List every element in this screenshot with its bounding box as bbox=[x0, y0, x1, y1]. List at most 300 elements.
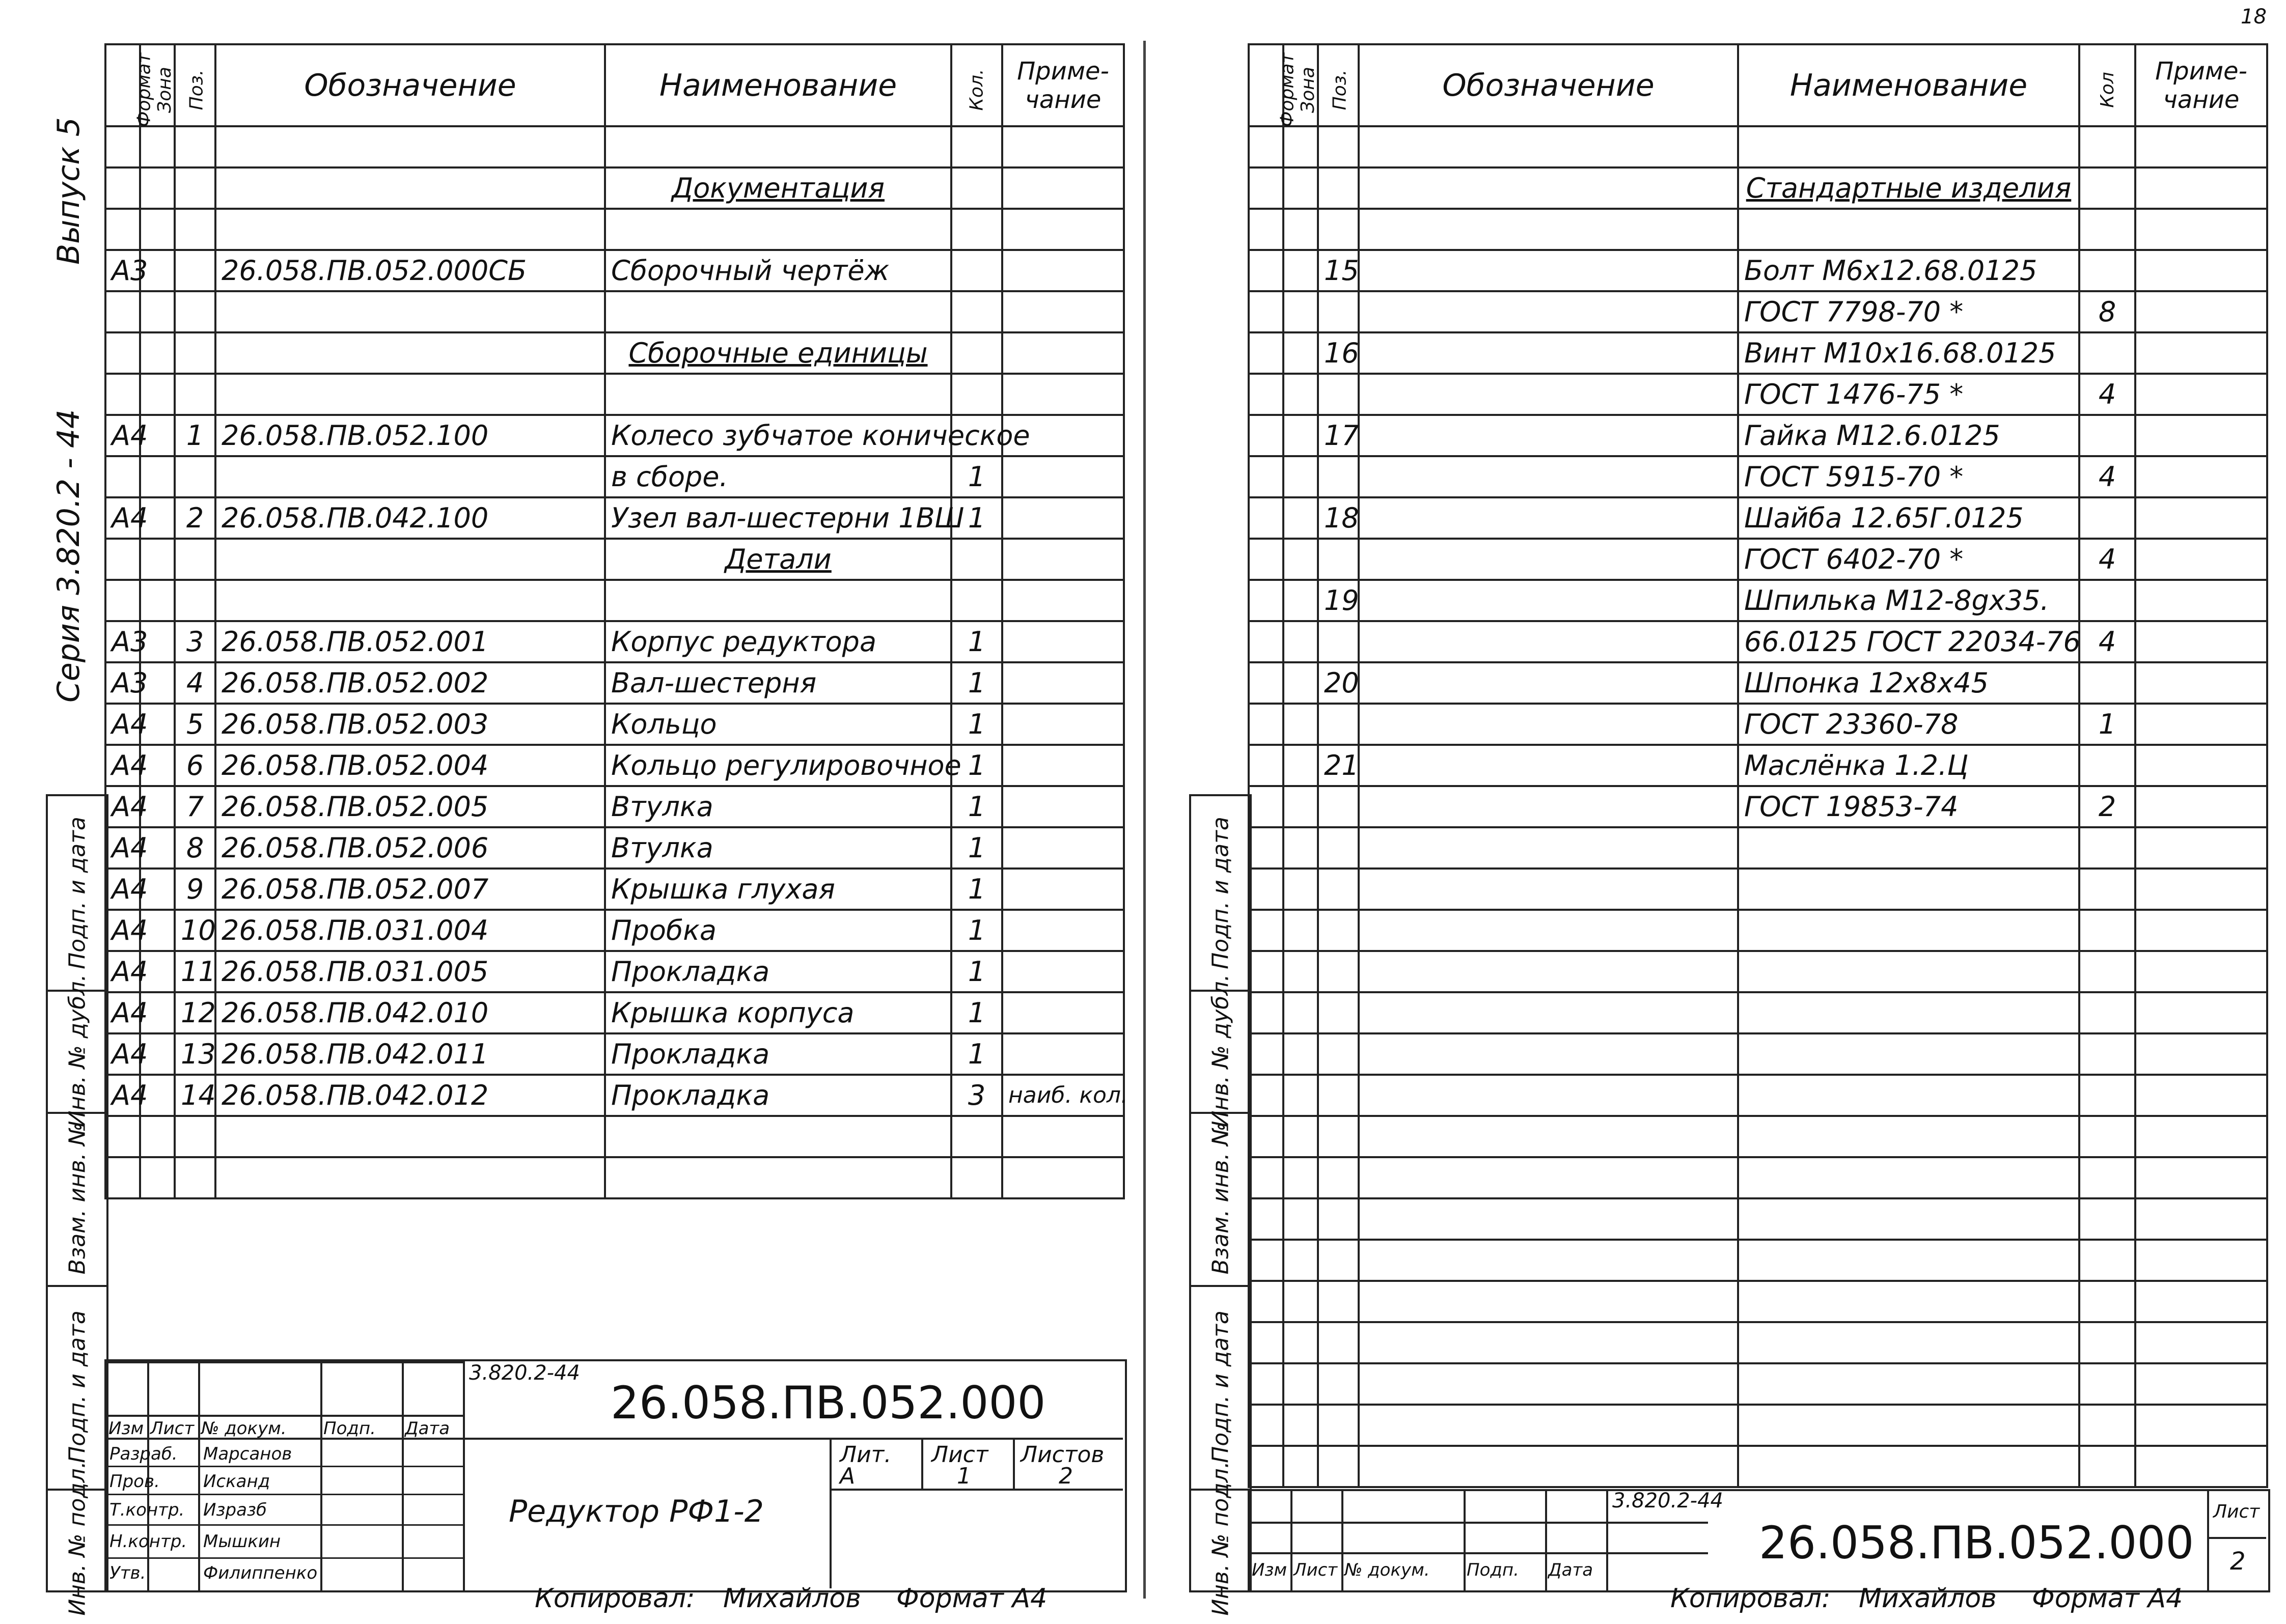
cell-format bbox=[1249, 1322, 1283, 1363]
cell-format bbox=[1249, 250, 1283, 291]
cell-format bbox=[1249, 827, 1283, 869]
tb-name-4: Филиппенко bbox=[203, 1563, 318, 1583]
table-row bbox=[1249, 951, 2267, 992]
cell-format bbox=[1249, 415, 1283, 456]
cell-format bbox=[1249, 745, 1283, 786]
cell-format bbox=[1249, 869, 1283, 910]
cell-name bbox=[605, 209, 951, 250]
col-zone-r: Зона bbox=[1283, 44, 1318, 126]
strip-replace-inv: Взам. инв. № bbox=[48, 1112, 106, 1287]
cell-format bbox=[1249, 704, 1283, 745]
tb-col-date: Дата bbox=[405, 1418, 450, 1439]
table-row bbox=[1249, 662, 2267, 704]
cell-note bbox=[1002, 827, 1124, 869]
cell-qty: 1 bbox=[951, 745, 1002, 786]
cell-designation bbox=[1359, 1033, 1738, 1075]
cell-format bbox=[1249, 1075, 1283, 1116]
cell-pos bbox=[175, 167, 215, 209]
cell-zone bbox=[1283, 1075, 1318, 1116]
cell-format bbox=[1249, 374, 1283, 415]
table-row bbox=[1249, 1240, 2267, 1281]
table-row bbox=[1249, 1405, 2267, 1446]
cell-note bbox=[2135, 1405, 2267, 1446]
table-row bbox=[1249, 539, 2267, 580]
cell-designation bbox=[1359, 497, 1738, 539]
cell-pos bbox=[1318, 1240, 1359, 1281]
cell-note bbox=[1002, 910, 1124, 951]
cell-note bbox=[2135, 126, 2267, 167]
tb-title: Редуктор РФ1-2 bbox=[509, 1494, 764, 1529]
col-pos-r: Поз. bbox=[1318, 44, 1359, 126]
cell-note: наиб. кол. bbox=[1002, 1075, 1124, 1116]
tbr-col-list: Лист bbox=[1293, 1560, 1338, 1580]
footer-copied-label-r: Копировал: bbox=[1670, 1583, 1831, 1614]
tb-lit-value: А bbox=[840, 1463, 856, 1489]
cell-format bbox=[1249, 456, 1283, 497]
cell-pos bbox=[175, 1157, 215, 1198]
cell-zone bbox=[1283, 621, 1318, 662]
tbr-col-doc: № докум. bbox=[1344, 1560, 1430, 1580]
cell-designation bbox=[1359, 621, 1738, 662]
cell-qty bbox=[951, 126, 1002, 167]
cell-zone bbox=[140, 456, 175, 497]
cell-qty bbox=[2079, 1198, 2135, 1240]
cell-qty: 1 bbox=[951, 1033, 1002, 1075]
table-row bbox=[1249, 704, 2267, 745]
cell-zone bbox=[1283, 1157, 1318, 1198]
cell-zone bbox=[1283, 497, 1318, 539]
cell-name: Болт М6х12.68.0125 bbox=[1738, 250, 2079, 291]
cell-designation: 26.058.ПВ.052.002 bbox=[215, 662, 605, 704]
cell-format bbox=[1249, 1281, 1283, 1322]
cell-designation bbox=[1359, 704, 1738, 745]
title-block-left bbox=[104, 1359, 1127, 1592]
table-row bbox=[105, 951, 1124, 992]
cell-designation bbox=[215, 126, 605, 167]
footer-format: Формат А4 bbox=[896, 1583, 1048, 1614]
cell-note bbox=[2135, 621, 2267, 662]
table-row bbox=[105, 374, 1124, 415]
tbr-col-sign: Подп. bbox=[1467, 1560, 1519, 1580]
cell-zone bbox=[1283, 662, 1318, 704]
cell-format bbox=[1249, 332, 1283, 374]
cell-note bbox=[1002, 497, 1124, 539]
cell-qty: 1 bbox=[2079, 704, 2135, 745]
tb-sheets-value: 2 bbox=[1059, 1463, 1073, 1489]
table-row bbox=[105, 910, 1124, 951]
cell-qty: 4 bbox=[2079, 621, 2135, 662]
cell-qty: 1 bbox=[951, 497, 1002, 539]
cell-pos bbox=[1318, 1446, 1359, 1487]
cell-name: Кольцо bbox=[605, 704, 951, 745]
table-row bbox=[1249, 1322, 2267, 1363]
cell-zone bbox=[1283, 1322, 1318, 1363]
cell-note bbox=[1002, 745, 1124, 786]
cell-qty bbox=[2079, 580, 2135, 621]
cell-note bbox=[2135, 291, 2267, 332]
cell-designation bbox=[1359, 992, 1738, 1033]
cell-designation: 26.058.ПВ.042.011 bbox=[215, 1033, 605, 1075]
cell-qty: 1 bbox=[951, 456, 1002, 497]
table-row bbox=[105, 580, 1124, 621]
cell-designation bbox=[1359, 745, 1738, 786]
cell-qty: 1 bbox=[951, 992, 1002, 1033]
cell-pos bbox=[1318, 1322, 1359, 1363]
cell-note bbox=[2135, 1322, 2267, 1363]
cell-pos bbox=[175, 1116, 215, 1157]
right-sheet bbox=[1146, 0, 2286, 1624]
cell-qty bbox=[2079, 1157, 2135, 1198]
cell-note bbox=[2135, 332, 2267, 374]
cell-pos bbox=[175, 209, 215, 250]
cell-designation: 26.058.ПВ.052.000СБ bbox=[215, 250, 605, 291]
cell-zone bbox=[140, 291, 175, 332]
cell-name bbox=[1738, 1116, 2079, 1157]
col-name-r: Наименование bbox=[1738, 44, 2079, 126]
cell-qty bbox=[2079, 951, 2135, 992]
cell-designation bbox=[1359, 786, 1738, 827]
cell-qty: 4 bbox=[2079, 456, 2135, 497]
cell-format: А4 bbox=[105, 1033, 140, 1075]
cell-note bbox=[1002, 951, 1124, 992]
col-qty: Кол. bbox=[951, 44, 1002, 126]
cell-note bbox=[2135, 497, 2267, 539]
cell-note bbox=[2135, 662, 2267, 704]
cell-name bbox=[1738, 910, 2079, 951]
cell-qty bbox=[951, 291, 1002, 332]
cell-name bbox=[1738, 1446, 2079, 1487]
cell-pos bbox=[1318, 992, 1359, 1033]
cell-pos bbox=[1318, 1363, 1359, 1405]
cell-name bbox=[1738, 1240, 2079, 1281]
cell-zone bbox=[140, 1116, 175, 1157]
cell-format bbox=[1249, 1157, 1283, 1198]
cell-pos bbox=[1318, 910, 1359, 951]
cell-pos: 14 bbox=[175, 1075, 215, 1116]
cell-name: Пробка bbox=[605, 910, 951, 951]
cell-name: Гайка М12.6.0125 bbox=[1738, 415, 2079, 456]
cell-pos: 8 bbox=[175, 827, 215, 869]
cell-zone bbox=[1283, 951, 1318, 992]
cell-pos: 2 bbox=[175, 497, 215, 539]
cell-designation bbox=[215, 1116, 605, 1157]
cell-qty: 1 bbox=[951, 786, 1002, 827]
table-row bbox=[1249, 1075, 2267, 1116]
col-format-r: Формат bbox=[1249, 44, 1283, 126]
cell-pos: 10 bbox=[175, 910, 215, 951]
cell-pos bbox=[1318, 1405, 1359, 1446]
cell-name bbox=[605, 291, 951, 332]
tb-series-ref: 3.820.2-44 bbox=[469, 1361, 581, 1385]
cell-designation bbox=[215, 456, 605, 497]
cell-name: Документация bbox=[605, 167, 951, 209]
cell-designation bbox=[215, 580, 605, 621]
left-sheet bbox=[0, 0, 1141, 1624]
cell-zone bbox=[1283, 1405, 1318, 1446]
cell-qty bbox=[2079, 662, 2135, 704]
cell-qty bbox=[2079, 1363, 2135, 1405]
cell-designation bbox=[215, 1157, 605, 1198]
table-row bbox=[1249, 745, 2267, 786]
cell-designation bbox=[1359, 827, 1738, 869]
table-row bbox=[1249, 126, 2267, 167]
cell-name: Корпус редуктора bbox=[605, 621, 951, 662]
cell-qty: 4 bbox=[2079, 374, 2135, 415]
tb-role-4: Утв. bbox=[109, 1563, 146, 1583]
cell-designation: 26.058.ПВ.042.012 bbox=[215, 1075, 605, 1116]
cell-designation bbox=[1359, 869, 1738, 910]
cell-note bbox=[2135, 1157, 2267, 1198]
cell-pos bbox=[175, 456, 215, 497]
cell-note bbox=[1002, 580, 1124, 621]
cell-qty bbox=[951, 1157, 1002, 1198]
cell-qty bbox=[951, 1116, 1002, 1157]
cell-note bbox=[1002, 662, 1124, 704]
cell-zone bbox=[1283, 1363, 1318, 1405]
cell-zone bbox=[140, 580, 175, 621]
cell-pos bbox=[1318, 209, 1359, 250]
cell-note bbox=[1002, 1157, 1124, 1198]
table-row bbox=[105, 621, 1124, 662]
cell-format bbox=[1249, 1446, 1283, 1487]
cell-name bbox=[1738, 1363, 2079, 1405]
col-designation-r: Обозначение bbox=[1359, 44, 1738, 126]
cell-zone bbox=[140, 332, 175, 374]
cell-format: А3 bbox=[105, 621, 140, 662]
cell-format bbox=[1249, 1116, 1283, 1157]
cell-name: в сборе. bbox=[605, 456, 951, 497]
cell-note bbox=[2135, 456, 2267, 497]
cell-note bbox=[1002, 539, 1124, 580]
cell-pos bbox=[175, 332, 215, 374]
cell-qty bbox=[951, 250, 1002, 291]
cell-format: А4 bbox=[105, 910, 140, 951]
cell-format bbox=[1249, 1033, 1283, 1075]
cell-designation: 26.058.ПВ.042.010 bbox=[215, 992, 605, 1033]
cell-pos bbox=[1318, 456, 1359, 497]
cell-name: ГОСТ 1476-75 * bbox=[1738, 374, 2079, 415]
cell-note bbox=[1002, 704, 1124, 745]
cell-qty bbox=[951, 209, 1002, 250]
cell-designation bbox=[1359, 580, 1738, 621]
table-row bbox=[1249, 374, 2267, 415]
col-zone: Зона bbox=[140, 44, 175, 126]
cell-designation bbox=[1359, 332, 1738, 374]
cell-note bbox=[2135, 1363, 2267, 1405]
cell-qty bbox=[2079, 209, 2135, 250]
cell-zone bbox=[1283, 1033, 1318, 1075]
cell-qty bbox=[2079, 1281, 2135, 1322]
table-row bbox=[105, 1033, 1124, 1075]
cell-qty bbox=[2079, 1446, 2135, 1487]
cell-name: 66.0125 ГОСТ 22034-76 bbox=[1738, 621, 2079, 662]
table-row bbox=[105, 126, 1124, 167]
cell-designation bbox=[1359, 910, 1738, 951]
table-row bbox=[105, 1075, 1124, 1116]
cell-name bbox=[1738, 1157, 2079, 1198]
cell-zone bbox=[1283, 209, 1318, 250]
cell-format bbox=[1249, 167, 1283, 209]
cell-qty bbox=[2079, 497, 2135, 539]
cell-name bbox=[1738, 1033, 2079, 1075]
cell-format bbox=[1249, 580, 1283, 621]
cell-name: Прокладка bbox=[605, 1033, 951, 1075]
cell-designation bbox=[1359, 1405, 1738, 1446]
cell-format: А4 bbox=[105, 786, 140, 827]
cell-zone bbox=[1283, 126, 1318, 167]
table-row bbox=[105, 704, 1124, 745]
cell-zone bbox=[1283, 1198, 1318, 1240]
cell-qty bbox=[2079, 910, 2135, 951]
cell-pos bbox=[175, 374, 215, 415]
cell-qty: 1 bbox=[951, 869, 1002, 910]
cell-qty bbox=[2079, 1240, 2135, 1281]
table-row bbox=[1249, 1281, 2267, 1322]
cell-zone bbox=[1283, 992, 1318, 1033]
cell-note bbox=[2135, 209, 2267, 250]
cell-pos: 21 bbox=[1318, 745, 1359, 786]
table-row bbox=[105, 1157, 1124, 1198]
table-row bbox=[105, 992, 1124, 1033]
table-row bbox=[1249, 250, 2267, 291]
cell-name: Винт М10х16.68.0125 bbox=[1738, 332, 2079, 374]
table-row bbox=[105, 456, 1124, 497]
cell-qty: 3 bbox=[951, 1075, 1002, 1116]
cell-pos: 1 bbox=[175, 415, 215, 456]
tbr-sheet-value: 2 bbox=[2230, 1547, 2246, 1576]
cell-zone bbox=[1283, 1116, 1318, 1157]
cell-format: А4 bbox=[105, 951, 140, 992]
cell-format: А4 bbox=[105, 1075, 140, 1116]
cell-qty bbox=[2079, 1116, 2135, 1157]
cell-qty bbox=[2079, 869, 2135, 910]
cell-designation: 26.058.ПВ.052.004 bbox=[215, 745, 605, 786]
table-row bbox=[105, 539, 1124, 580]
cell-format bbox=[1249, 1363, 1283, 1405]
cell-pos bbox=[1318, 126, 1359, 167]
cell-note bbox=[1002, 1033, 1124, 1075]
table-row bbox=[1249, 827, 2267, 869]
cell-pos bbox=[1318, 1075, 1359, 1116]
table-row bbox=[1249, 209, 2267, 250]
cell-note bbox=[2135, 745, 2267, 786]
cell-format: А3 bbox=[105, 250, 140, 291]
cell-format bbox=[105, 539, 140, 580]
tb-role-2: Т.контр. bbox=[109, 1500, 185, 1520]
col-note: Приме-чание bbox=[1002, 44, 1124, 126]
cell-name: Шайба 12.65Г.0125 bbox=[1738, 497, 2079, 539]
cell-name: ГОСТ 23360-78 bbox=[1738, 704, 2079, 745]
table-row bbox=[1249, 621, 2267, 662]
cell-name: ГОСТ 7798-70 * bbox=[1738, 291, 2079, 332]
cell-pos: 11 bbox=[175, 951, 215, 992]
cell-designation bbox=[1359, 415, 1738, 456]
cell-qty: 4 bbox=[2079, 539, 2135, 580]
table-row bbox=[1249, 1446, 2267, 1487]
cell-zone bbox=[140, 126, 175, 167]
cell-format bbox=[1249, 786, 1283, 827]
cell-qty bbox=[2079, 250, 2135, 291]
table-row bbox=[105, 209, 1124, 250]
cell-name: Прокладка bbox=[605, 1075, 951, 1116]
cell-format: А4 bbox=[105, 415, 140, 456]
tbr-col-date: Дата bbox=[1548, 1560, 1593, 1580]
cell-zone bbox=[140, 209, 175, 250]
cell-zone bbox=[1283, 786, 1318, 827]
cell-pos: 7 bbox=[175, 786, 215, 827]
cell-pos bbox=[1318, 704, 1359, 745]
table-row bbox=[1249, 1363, 2267, 1405]
cell-format bbox=[105, 374, 140, 415]
cell-note bbox=[1002, 291, 1124, 332]
cell-pos: 13 bbox=[175, 1033, 215, 1075]
cell-zone bbox=[1283, 1446, 1318, 1487]
cell-designation bbox=[1359, 1322, 1738, 1363]
table-row bbox=[1249, 1198, 2267, 1240]
strip-replace-inv-r: Взам. инв. № bbox=[1191, 1112, 1250, 1287]
cell-name: ГОСТ 19853-74 bbox=[1738, 786, 2079, 827]
cell-format bbox=[1249, 209, 1283, 250]
cell-name: Узел вал-шестерни 1ВШ bbox=[605, 497, 951, 539]
cell-name: Шпилька М12-8gх35. bbox=[1738, 580, 2079, 621]
table-row bbox=[1249, 167, 2267, 209]
cell-pos bbox=[1318, 1033, 1359, 1075]
cell-zone bbox=[1283, 374, 1318, 415]
tb-col-list: Лист bbox=[150, 1418, 195, 1439]
cell-note bbox=[1002, 167, 1124, 209]
cell-qty bbox=[2079, 745, 2135, 786]
cell-pos: 18 bbox=[1318, 497, 1359, 539]
cell-note bbox=[2135, 1281, 2267, 1322]
col-pos: Поз. bbox=[175, 44, 215, 126]
cell-name: Прокладка bbox=[605, 951, 951, 992]
cell-qty: 1 bbox=[951, 704, 1002, 745]
cell-pos: 5 bbox=[175, 704, 215, 745]
col-name: Наименование bbox=[605, 44, 951, 126]
side-strip-right bbox=[1189, 794, 1252, 1616]
table-row bbox=[1249, 580, 2267, 621]
table-row bbox=[105, 415, 1124, 456]
cell-zone bbox=[1283, 869, 1318, 910]
tb-sheets-label: Листов bbox=[1021, 1442, 1105, 1468]
table-row bbox=[105, 497, 1124, 539]
cell-name: Кольцо регулировочное bbox=[605, 745, 951, 786]
cell-qty: 1 bbox=[951, 951, 1002, 992]
cell-pos bbox=[1318, 1116, 1359, 1157]
spec-table-left bbox=[104, 43, 1128, 1199]
cell-name: Крышка корпуса bbox=[605, 992, 951, 1033]
cell-designation bbox=[215, 167, 605, 209]
tb-name-0: Марсанов bbox=[203, 1444, 292, 1464]
table-row bbox=[105, 745, 1124, 786]
cell-name bbox=[1738, 1405, 2079, 1446]
cell-note bbox=[1002, 374, 1124, 415]
col-format: Формат bbox=[105, 44, 140, 126]
cell-pos bbox=[1318, 786, 1359, 827]
cell-pos bbox=[1318, 869, 1359, 910]
cell-format: А4 bbox=[105, 827, 140, 869]
cell-format bbox=[105, 1157, 140, 1198]
strip-sign-date-2-r: Подп. и дата bbox=[1191, 1285, 1250, 1491]
cell-designation: 26.058.ПВ.052.001 bbox=[215, 621, 605, 662]
cell-pos: 16 bbox=[1318, 332, 1359, 374]
cell-qty bbox=[951, 332, 1002, 374]
strip-sign-date: Подп. и дата bbox=[48, 796, 106, 992]
tb-lit-label: Лит. bbox=[840, 1442, 892, 1468]
page-marker: 18 bbox=[2241, 5, 2267, 29]
table-row bbox=[1249, 497, 2267, 539]
cell-format bbox=[1249, 497, 1283, 539]
